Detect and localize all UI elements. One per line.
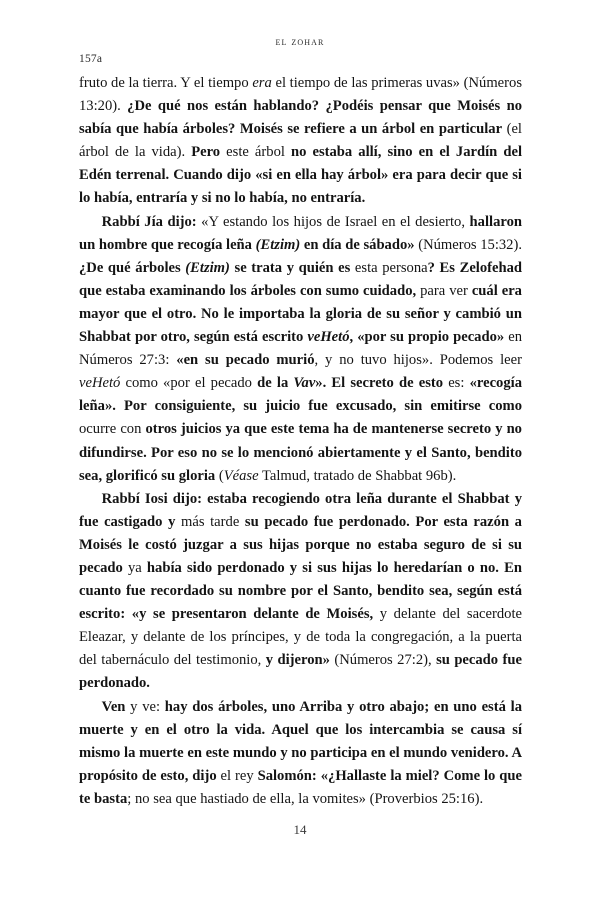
paragraph — [79, 696, 522, 811]
text-run: ¿De qué árboles — [79, 259, 186, 276]
text-run: (Etzim) — [185, 259, 230, 276]
page-number: 14 — [293, 822, 307, 837]
running-head — [0, 36, 600, 48]
text-run: ( — [215, 467, 224, 484]
text-run: Talmud, tratado de Shabbat 96b). — [258, 467, 457, 484]
text-run: es: — [443, 375, 470, 392]
text-run: «Y estando los hijos de Israel en el desierto, — [196, 213, 470, 230]
text-run: «recogía leña». Por consiguiente, su juicio fue excusado, sin emitirse como — [79, 375, 522, 415]
text-run: esta persona — [350, 259, 428, 276]
text-run: Pero — [191, 144, 221, 161]
text-run: de la — [257, 375, 294, 392]
text-run: Vav — [293, 375, 316, 392]
text-run: veHetó — [79, 375, 121, 392]
text-run: este árbol — [220, 144, 291, 161]
text-run: más tarde — [175, 513, 245, 530]
text-run: se trata y quién es — [229, 259, 351, 276]
text-run: ? Es Zelofehad que estaba examinando los árboles con sumo cuidado, — [79, 259, 523, 299]
text-run: su pecado fue perdonado. — [79, 652, 522, 692]
text-run: (Números 15:32). — [414, 236, 522, 253]
text-run: ya — [122, 559, 147, 576]
text-run: , y no tuvo hijos». Podemos leer — [314, 352, 522, 369]
text-run: Salomón: «¿Hallaste la miel? Come lo que te basta — [79, 767, 522, 807]
text-run: Ven — [101, 698, 126, 715]
text-run: , «por su propio pecado» — [349, 329, 505, 346]
folio-marker: 157a — [79, 53, 103, 65]
text-run: Rabbí Jía dijo: — [101, 213, 197, 230]
paragraph — [79, 72, 522, 211]
text-run: y ve: — [125, 698, 165, 715]
paragraph — [79, 211, 522, 488]
text-run: ; no sea que hastiado de ella, la vomites» (Proverbios 25:16). — [127, 790, 484, 807]
text-run: ». El secreto de esto — [315, 375, 444, 392]
text-run: en Números 27:3: — [79, 329, 522, 369]
text-run: cuál era mayor que el otro. No le importaba la gloria de su señor y cambió un Shabbat por otro, según está escrito — [79, 282, 522, 346]
text-run: para ver — [416, 282, 472, 299]
text-run: ocurre con — [79, 421, 146, 438]
paragraph — [79, 488, 522, 696]
running-head-text: el zohar — [275, 36, 325, 48]
text-run: su pecado fue perdonado. Por esta razón a Moisés le costó juzgar a sus hijas porque no estaba seguro de si su pecado — [79, 513, 522, 576]
text-run: Rabbí Iosi dijo: estaba recogiendo otra leña durante el Shabbat y fue castigado y — [79, 490, 522, 530]
text-run: y dijeron» — [265, 652, 330, 669]
text-run: «en su pecado murió — [176, 352, 315, 369]
text-run: (Etzim) — [255, 236, 301, 253]
text-run: el tiempo de las primeras uvas» (Números 13:20). — [79, 75, 522, 115]
text-run: (Números 27:2), — [329, 652, 437, 669]
text-run: y delante del sacerdote Eleazar, y delante de los príncipes, y de toda la congregación, a la puerta del tabernáculo del testimonio, — [79, 606, 522, 669]
text-run: hallaron un hombre que recogía leña — [79, 213, 522, 253]
text-run: no estaba allí, sino en el Jardín del Edén terrenal. Cuando dijo «si en ella hay árbol» era para decir que si lo había, entraría y si no lo había, no entraría. — [79, 144, 522, 207]
text-run: el rey — [216, 767, 258, 784]
text-run: otros juicios ya que este tema ha de mantenerse secreto y no difundirse. Por eso no se lo mencionó abiertamente y el Santo, bendito sea, glorificó su gloria — [79, 421, 522, 484]
text-run: Véase — [223, 467, 259, 484]
text-run: en día de sábado» — [300, 236, 415, 253]
body-text-column — [79, 72, 522, 811]
text-run: había sido perdonado y si sus hijas lo heredarían o no. En cuanto fue recordado su nombre por el Santo, bendito sea, según está escrito: «y se presentaron delante de Moisés, — [79, 559, 522, 623]
text-run: era — [252, 75, 272, 91]
text-run: (el árbol de la vida). — [79, 121, 522, 161]
text-run: veHetó — [307, 329, 350, 346]
text-run: como «por el pecado — [120, 375, 258, 392]
text-run: fruto de la tierra. Y el tiempo — [79, 75, 253, 91]
text-run: hay dos árboles, uno Arriba y otro abajo; en uno está la muerte y en el otro la vida. Aquel que los intercambia se causa sí mismo la muerte en este mundo y no participa en el mundo venidero. A propósito de esto, dijo — [79, 698, 522, 784]
text-run: ¿De qué nos están hablando? ¿Podéis pensar que Moisés no sabía que había árboles? Moisés se refiere a un árbol en particular — [79, 98, 522, 138]
